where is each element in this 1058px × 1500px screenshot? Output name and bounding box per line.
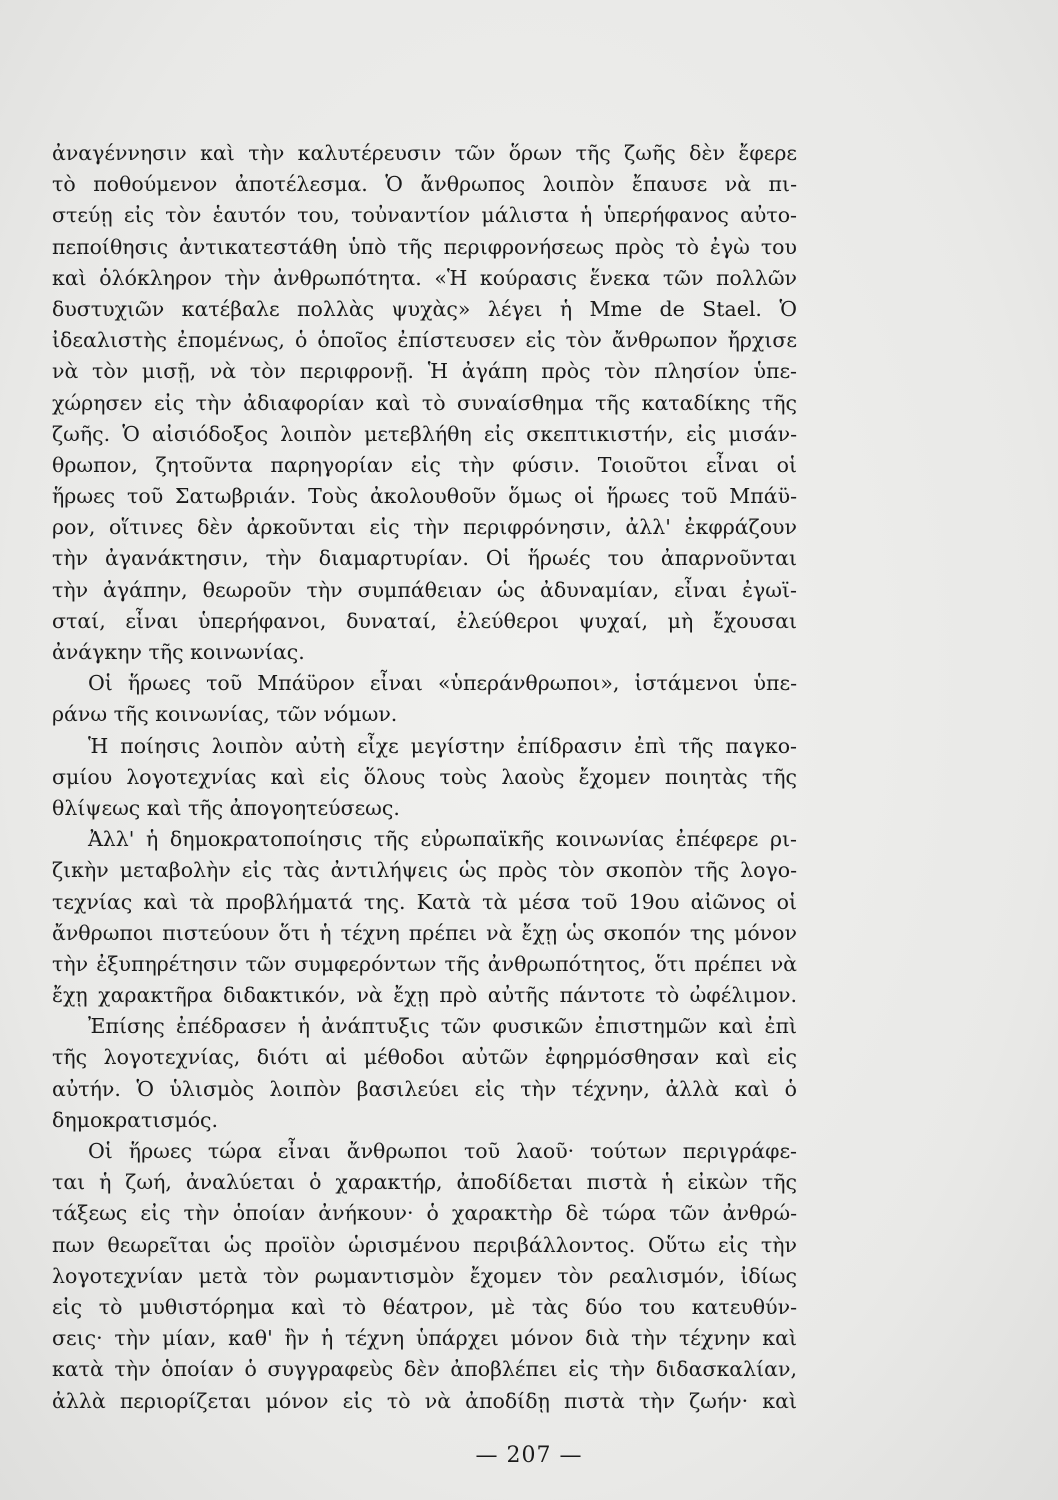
text-line: σεις· τὴν μίαν, καθ' ἣν ἡ τέχνη ὑπάρχει μόνον διὰ τὴν τέχνην καὶ: [52, 1326, 797, 1351]
text-line: ζικὴν μεταβολὴν εἰς τὰς ἀντιλήψεις ὡς πρὸς τὸν σκοπὸν τῆς λογο-: [52, 858, 797, 883]
body-text: [52, 138, 797, 1417]
text-line: τὴν ἀγάπην, θεωροῦν τὴν συμπάθειαν ὡς ἀδυναμίαν, εἶναι ἐγωϊ-: [52, 577, 797, 602]
text-line: ράνω τῆς κοινωνίας, τῶν νόμων.: [52, 702, 398, 727]
text-line: ἀνάγκην τῆς κοινωνίας.: [52, 640, 305, 664]
text-line: τῆς λογοτεχνίας, διότι αἱ μέθοδοι αὐτῶν ἐφηρμόσθησαν καὶ εἰς: [52, 1045, 797, 1070]
paragraph: [52, 824, 797, 1011]
text-line: εἰς τὸ μυθιστόρημα καὶ τὸ θέατρον, μὲ τὰς δύο του κατευθύν-: [52, 1294, 797, 1319]
text-line: σταί, εἶναι ὑπερήφανοι, δυναταί, ἐλεύθεροι ψυχαί, μὴ ἔχουσαι: [52, 608, 797, 633]
text-line: θρωπον, ζητοῦντα παρηγορίαν εἰς τὴν φύσιν. Τοιοῦτοι εἶναι οἱ: [52, 452, 797, 477]
text-line: πεποίθησις ἀντικατεστάθη ὑπὸ τῆς περιφρονήσεως πρὸς τὸ ἐγὼ του: [52, 234, 797, 259]
text-line: Ἡ ποίησις λοιπὸν αὐτὴ εἶχε μεγίστην ἐπίδρασιν ἐπὶ τῆς παγκο-: [88, 733, 797, 758]
text-line: ἔχῃ χαρακτῆρα διδακτικόν, νὰ ἔχῃ πρὸ αὐτῆς πάντοτε τὸ ὠφέλιμον.: [52, 983, 797, 1008]
paragraph: [52, 668, 797, 730]
text-line: κατὰ τὴν ὁποίαν ὁ συγγραφεὺς δὲν ἀποβλέπει εἰς τὴν διδασκαλίαν,: [52, 1357, 797, 1382]
text-line: ἄνθρωποι πιστεύουν ὅτι ἡ τέχνη πρέπει νὰ ἔχῃ ὡς σκοπόν της μόνον: [52, 920, 797, 945]
text-line: Οἱ ἥρωες τοῦ Μπάϋρον εἶναι «ὑπεράνθρωποι», ἱστάμενοι ὑπε-: [88, 671, 797, 696]
text-line: ἥρωες τοῦ Σατωβριάν. Τοὺς ἀκολουθοῦν ὅμως οἱ ἥρωες τοῦ Μπάϋ-: [52, 484, 797, 509]
text-line: αὐτήν. Ὁ ὑλισμὸς λοιπὸν βασιλεύει εἰς τὴν τέχνην, ἀλλὰ καὶ ὁ: [52, 1076, 797, 1101]
page-number: — 207 —: [475, 1443, 583, 1468]
paragraph: [52, 138, 797, 668]
text-line: δημοκρατισμός.: [52, 1107, 219, 1132]
text-line: ζωῆς. Ὁ αἰσιόδοξος λοιπὸν μετεβλήθη εἰς σκεπτικιστήν, εἰς μισάν-: [52, 421, 797, 446]
text-line: ἀναγέννησιν καὶ τὴν καλυτέρευσιν τῶν ὅρων τῆς ζωῆς δὲν ἔφερε: [52, 141, 797, 165]
paragraph: [52, 1011, 797, 1136]
paragraph: [52, 731, 797, 825]
text-line: τεχνίας καὶ τὰ προβλήματά της. Κατὰ τὰ μέσα τοῦ 19ου αἰῶνος οἱ: [52, 889, 797, 914]
text-line: Οἱ ἥρωες τώρα εἶναι ἄνθρωποι τοῦ λαοῦ· τούτων περιγράφε-: [88, 1139, 797, 1163]
text-line: τὴν ἀγανάκτησιν, τὴν διαμαρτυρίαν. Οἱ ἥρωές του ἀπαρνοῦνται: [52, 546, 797, 571]
text-line: στεύῃ εἰς τὸν ἑαυτόν του, τοὐναντίον μάλιστα ἡ ὑπερήφανος αὐτο-: [52, 203, 797, 228]
text-line: σμίου λογοτεχνίας καὶ εἰς ὅλους τοὺς λαοὺς ἔχομεν ποιητὰς τῆς: [52, 764, 797, 789]
text-line: ρον, οἵτινες δὲν ἀρκοῦνται εἰς τὴν περιφρόνησιν, ἀλλ' ἐκφράζουν: [52, 515, 797, 540]
text-line: τὸ ποθούμενον ἀποτέλεσμα. Ὁ ἄνθρωπος λοιπὸν ἔπαυσε νὰ πι-: [52, 172, 797, 197]
text-line: καὶ ὁλόκληρον τὴν ἀνθρωπότητα. «Ἡ κούρασις ἕνεκα τῶν πολλῶν: [52, 265, 797, 290]
text-line: Ἀλλ' ἡ δημοκρατοποίησις τῆς εὐρωπαϊκῆς κοινωνίας ἐπέφερε ρι-: [88, 827, 797, 852]
text-line: δυστυχιῶν κατέβαλε πολλὰς ψυχὰς» λέγει ἡ Mme de Stael. Ὁ: [52, 296, 797, 321]
text-line: τὴν ἐξυπηρέτησιν τῶν συμφερόντων τῆς ἀνθρωπότητος, ὅτι πρέπει νὰ: [52, 951, 797, 976]
text-line: ται ἡ ζωή, ἀναλύεται ὁ χαρακτήρ, ἀποδίδεται πιστὰ ἡ εἰκὼν τῆς: [52, 1170, 797, 1195]
text-line: ἰδεαλιστὴς ἐπομένως, ὁ ὁποῖος ἐπίστευσεν εἰς τὸν ἄνθρωπον ἤρχισε: [52, 328, 797, 353]
text-line: πων θεωρεῖται ὡς προϊὸν ὡρισμένου περιβάλλοντος. Οὕτω εἰς τὴν: [52, 1232, 797, 1257]
text-line: τάξεως εἰς τὴν ὁποίαν ἀνήκουν· ὁ χαρακτὴρ δὲ τώρα τῶν ἀνθρώ-: [52, 1201, 797, 1226]
text-line: λογοτεχνίαν μετὰ τὸν ρωμαντισμὸν ἔχομεν τὸν ρεαλισμόν, ἰδίως: [52, 1263, 797, 1288]
paragraph: [52, 1136, 797, 1417]
text-line: χώρησεν εἰς τὴν ἀδιαφορίαν καὶ τὸ συναίσθημα τῆς καταδίκης τῆς: [52, 390, 797, 415]
text-line: Ἐπίσης ἐπέδρασεν ἡ ἀνάπτυξις τῶν φυσικῶν ἐπιστημῶν καὶ ἐπὶ: [88, 1014, 797, 1039]
text-line: θλίψεως καὶ τῆς ἀπογοητεύσεως.: [52, 795, 400, 820]
text-line: ἀλλὰ περιορίζεται μόνον εἰς τὸ νὰ ἀποδίδῃ πιστὰ τὴν ζωήν· καὶ: [52, 1388, 797, 1413]
text-line: νὰ τὸν μισῇ, νὰ τὸν περιφρονῇ. Ἡ ἀγάπη πρὸς τὸν πλησίον ὑπε-: [52, 359, 797, 384]
